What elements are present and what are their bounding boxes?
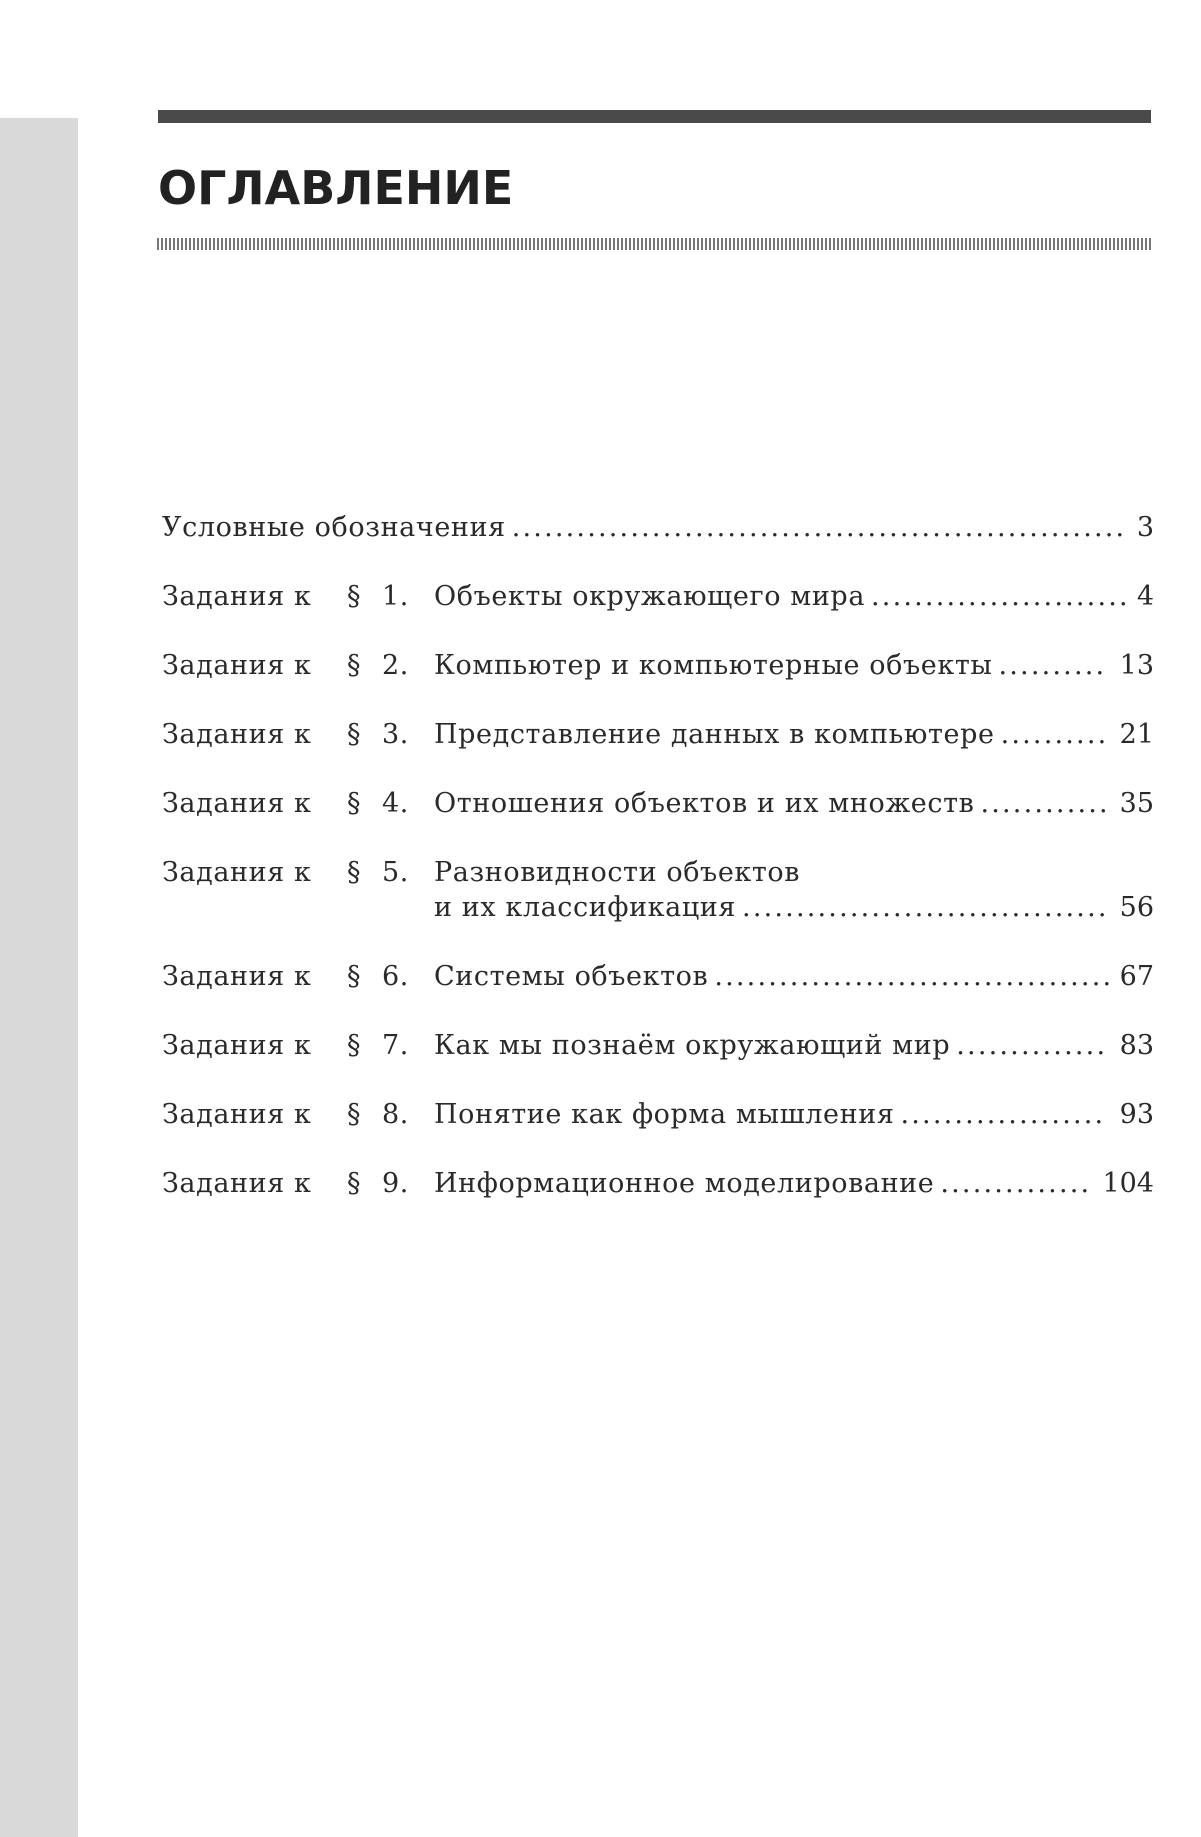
section-number: 4. <box>382 788 409 819</box>
section-number: 3. <box>382 719 409 750</box>
entry-prefix: Задания к <box>162 857 312 888</box>
page-number: 21 <box>1119 719 1154 750</box>
section-number: 7. <box>382 1030 409 1061</box>
section-number: 6. <box>382 961 409 992</box>
section-sign: § <box>347 857 362 888</box>
section-sign: § <box>347 650 362 681</box>
page-number: 93 <box>1119 1099 1154 1130</box>
section-sign: § <box>347 1168 362 1199</box>
dot-leader: ......................................................... <box>511 512 1127 543</box>
entry-prefix: Задания к <box>162 581 312 612</box>
entry-prefix: Задания к <box>162 1168 312 1199</box>
page-number: 67 <box>1119 961 1154 992</box>
entry-title: Объекты окружающего мира <box>434 581 866 612</box>
page-title: ОГЛАВЛЕНИЕ <box>158 161 514 215</box>
entry-title: Компьютер и компьютерные объекты <box>434 650 993 681</box>
entry-prefix: Задания к <box>162 719 312 750</box>
section-sign: § <box>347 719 362 750</box>
section-sign: § <box>347 1030 362 1061</box>
dot-leader: ................... <box>900 1099 1106 1130</box>
dot-leader: .......... <box>998 650 1107 681</box>
entry-prefix: Задания к <box>162 788 312 819</box>
page-number: 35 <box>1119 788 1154 819</box>
section-sign: § <box>347 581 362 612</box>
entry-title: Как мы познаём окружающий мир <box>434 1030 951 1061</box>
entry-title: Разновидности объектов <box>434 857 801 888</box>
entry-prefix: Задания к <box>162 1099 312 1130</box>
dot-leader: .......... <box>1000 719 1109 750</box>
dot-leader: .............. <box>956 1030 1108 1061</box>
section-number: 8. <box>382 1099 409 1130</box>
section-number: 2. <box>382 650 409 681</box>
heading-top-rule <box>158 110 1151 123</box>
dot-leader: ..................................... <box>714 961 1114 992</box>
entry-prefix: Задания к <box>162 650 312 681</box>
entry-title: Условные обозначения <box>162 512 506 543</box>
left-margin-band <box>0 118 78 1837</box>
page-number: 83 <box>1119 1030 1154 1061</box>
entry-title: Понятие как форма мышления <box>434 1099 895 1130</box>
section-sign: § <box>347 961 362 992</box>
entry-title: и их классификация <box>434 892 737 923</box>
section-number: 5. <box>382 857 409 888</box>
section-sign: § <box>347 1099 362 1130</box>
page-number: 4 <box>1136 581 1154 612</box>
section-number: 9. <box>382 1168 409 1199</box>
entry-title: Отношения объектов и их множеств <box>434 788 975 819</box>
page-number: 56 <box>1119 892 1154 923</box>
page-number: 3 <box>1136 512 1154 543</box>
dot-leader: .................................. <box>742 892 1109 923</box>
section-sign: § <box>347 788 362 819</box>
entry-title: Представление данных в компьютере <box>434 719 995 750</box>
page-number: 13 <box>1119 650 1154 681</box>
dot-leader: .............. <box>940 1168 1092 1199</box>
dot-leader: ............ <box>980 788 1110 819</box>
entry-prefix: Задания к <box>162 961 312 992</box>
entry-title: Системы объектов <box>434 961 709 992</box>
entry-title: Информационное моделирование <box>434 1168 935 1199</box>
page-number: 104 <box>1102 1168 1154 1199</box>
dot-leader: ........................ <box>871 581 1130 612</box>
entry-prefix: Задания к <box>162 1030 312 1061</box>
section-number: 1. <box>382 581 409 612</box>
